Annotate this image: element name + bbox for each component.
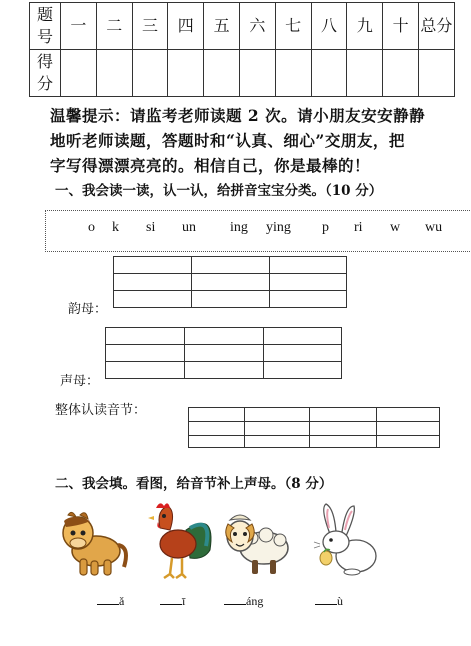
score-cell[interactable] — [96, 50, 132, 97]
score-cell[interactable] — [61, 50, 97, 97]
rabbit-image — [312, 500, 382, 578]
answer-blank[interactable] — [224, 594, 246, 605]
pinyin-item: p — [322, 220, 329, 235]
answer-blank[interactable] — [160, 594, 182, 605]
yunmu-cell[interactable] — [192, 274, 270, 291]
answer-rooster[interactable] — [160, 594, 185, 609]
score-col-total: 总分 — [418, 3, 454, 50]
score-col-6: 六 — [239, 3, 275, 50]
tip-line-2: 地听老师读题，答题时和“认真、细心”交朋友，把 — [50, 131, 405, 150]
score-col-3: 三 — [132, 3, 168, 50]
pinyin-item: ying — [266, 220, 291, 235]
shengmu-cell[interactable] — [264, 362, 342, 379]
answer-sheep[interactable] — [224, 594, 263, 609]
yunmu-cell[interactable] — [114, 291, 192, 308]
score-cell[interactable] — [275, 50, 311, 97]
section1-title: 一、我会读一读，认一认，给拼音宝宝分类。（10 分） — [55, 183, 383, 199]
pinyin-box — [45, 210, 471, 252]
zhengti-cell[interactable] — [189, 436, 245, 448]
shengmu-cell[interactable] — [106, 328, 185, 345]
zhengti-cell[interactable] — [310, 422, 377, 436]
yunmu-cell[interactable] — [114, 274, 192, 291]
score-cell[interactable] — [204, 50, 240, 97]
pinyin-item: wu — [425, 220, 443, 235]
horse-image — [58, 507, 130, 579]
sheep-image — [222, 508, 294, 578]
pinyin-item: k — [112, 220, 119, 235]
score-col-9: 九 — [347, 3, 383, 50]
answer-final-text: áng — [246, 594, 264, 608]
shengmu-cell[interactable] — [264, 345, 342, 362]
shengmu-cell[interactable] — [185, 362, 264, 379]
zhengti-cell[interactable] — [310, 408, 377, 422]
tip-line-1: 温馨提示：请监考老师读题 2 次。请小朋友安安静静 — [50, 106, 426, 125]
pinyin-item: ing — [230, 220, 248, 235]
score-table — [29, 2, 455, 97]
shengmu-answer-grid — [105, 327, 342, 379]
yunmu-label: 韵母： — [68, 302, 108, 317]
zhengti-cell[interactable] — [245, 422, 310, 436]
zhengti-label: 整体认读音节： — [55, 403, 147, 418]
score-table-row-label-tihao: 题号 — [30, 3, 61, 50]
rooster-image — [146, 500, 216, 580]
answer-rabbit[interactable] — [315, 594, 343, 609]
shengmu-cell[interactable] — [185, 345, 264, 362]
answer-final-text: ù — [337, 594, 343, 608]
yunmu-cell[interactable] — [114, 257, 192, 274]
yunmu-cell[interactable] — [270, 274, 347, 291]
section2-title: 二、我会填。看图，给音节补上声母。（8 分） — [55, 476, 333, 492]
yunmu-cell[interactable] — [270, 291, 347, 308]
yunmu-cell[interactable] — [192, 257, 270, 274]
answer-blank[interactable] — [97, 594, 119, 605]
score-col-5: 五 — [204, 3, 240, 50]
yunmu-answer-grid — [113, 256, 347, 308]
score-col-10: 十 — [383, 3, 419, 50]
zhengti-cell[interactable] — [189, 422, 245, 436]
shengmu-label: 声母： — [60, 374, 100, 389]
answer-final-text: ǎ — [119, 594, 125, 608]
pinyin-item: w — [390, 220, 401, 235]
score-cell[interactable] — [311, 50, 347, 97]
score-col-2: 二 — [96, 3, 132, 50]
yunmu-cell[interactable] — [192, 291, 270, 308]
pinyin-item: si — [146, 220, 156, 235]
answer-final-text: ī — [182, 594, 186, 608]
answer-blank[interactable] — [315, 594, 337, 605]
score-col-7: 七 — [275, 3, 311, 50]
zhengti-answer-grid — [188, 407, 440, 448]
shengmu-cell[interactable] — [106, 362, 185, 379]
score-table-row-label-defen: 得分 — [30, 50, 61, 97]
score-col-1: 一 — [61, 3, 97, 50]
tip-line-3: 字写得漂漂亮亮的。相信自己，你是最棒的！ — [50, 156, 371, 175]
score-cell[interactable] — [132, 50, 168, 97]
zhengti-cell[interactable] — [377, 436, 440, 448]
answer-horse[interactable] — [97, 594, 124, 609]
zhengti-cell[interactable] — [377, 422, 440, 436]
zhengti-cell[interactable] — [245, 436, 310, 448]
pinyin-item: un — [182, 220, 196, 235]
score-cell[interactable] — [239, 50, 275, 97]
zhengti-cell[interactable] — [377, 408, 440, 422]
shengmu-cell[interactable] — [264, 328, 342, 345]
zhengti-cell[interactable] — [245, 408, 310, 422]
zhengti-cell[interactable] — [310, 436, 377, 448]
pinyin-item: o — [88, 220, 95, 235]
score-table-score-row — [30, 50, 455, 97]
shengmu-cell[interactable] — [185, 328, 264, 345]
score-cell[interactable] — [347, 50, 383, 97]
score-table-header-row — [30, 3, 455, 50]
score-col-8: 八 — [311, 3, 347, 50]
pinyin-item: ri — [354, 220, 363, 235]
score-cell[interactable] — [168, 50, 204, 97]
yunmu-cell[interactable] — [270, 257, 347, 274]
score-col-4: 四 — [168, 3, 204, 50]
shengmu-cell[interactable] — [106, 345, 185, 362]
zhengti-cell[interactable] — [189, 408, 245, 422]
score-cell[interactable] — [383, 50, 419, 97]
score-cell[interactable] — [418, 50, 454, 97]
